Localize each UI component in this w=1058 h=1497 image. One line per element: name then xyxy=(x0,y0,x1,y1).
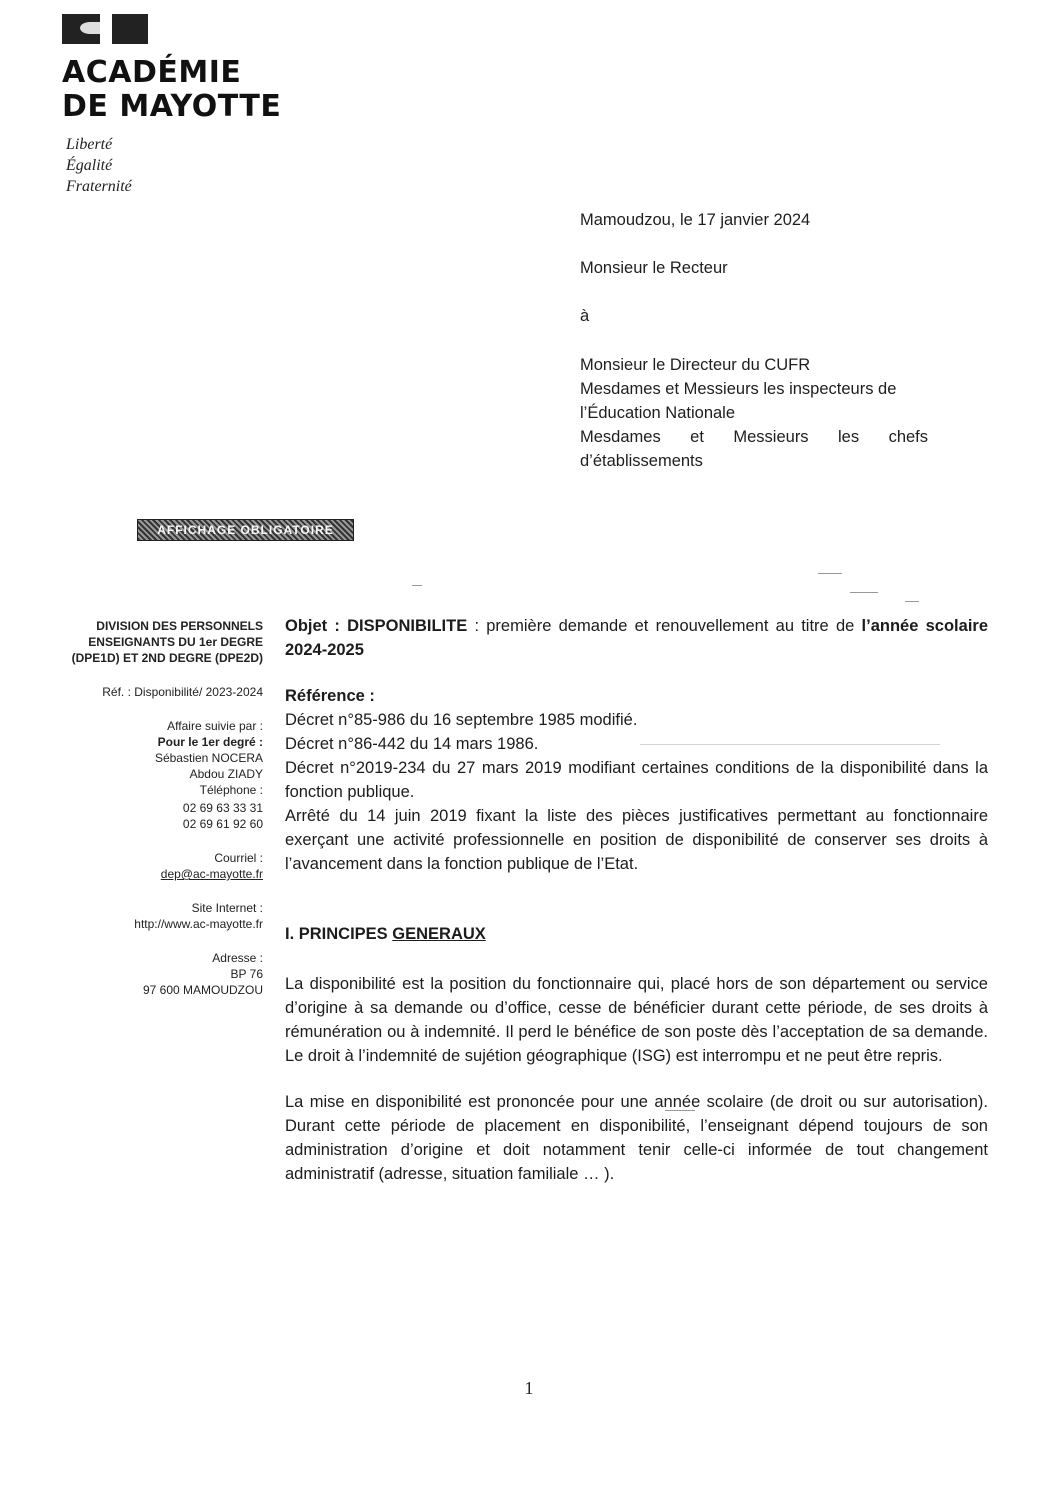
sidebar-contact xyxy=(50,618,263,998)
reference-item: Décret n°2019-234 du 27 mars 2019 modifiant certaines conditions de la disponibilité dans la fonction publique. xyxy=(285,759,988,801)
first-degree-label: Pour le 1er degré : xyxy=(157,735,263,749)
motto-egalite: Égalité xyxy=(66,157,113,174)
address-line: 97 600 MAMOUDZOU xyxy=(142,983,263,997)
address-line: BP 76 xyxy=(230,967,263,981)
reference-label: Référence : xyxy=(285,687,375,705)
phone-number: 02 69 63 33 31 xyxy=(182,801,263,815)
reference-item: Arrêté du 14 juin 2019 fixant la liste des pièces justificatives permettant au fonctionnaire exerçant une activité professionnelle en position de disponibilité de conserver ses droits à l’avancement dans la fonction publique de l’Etat. xyxy=(285,807,988,873)
division-title: DIVISION DES PERSONNELS ENSEIGNANTS DU 1er DEGRE (DPE1D) ET 2ND DEGRE (DPE2D) xyxy=(71,619,263,665)
object-line xyxy=(285,614,988,662)
contact-name: Abdou ZIADY xyxy=(189,767,263,781)
academy-name xyxy=(62,56,281,124)
followed-by-label: Affaire suivie par : xyxy=(167,719,263,733)
reference-code: Réf. : Disponibilité/ 2023-2024 xyxy=(102,685,263,699)
object-title: DISPONIBILITE xyxy=(347,617,468,635)
recipient-line: Mesdames et Messieurs les inspecteurs de xyxy=(580,380,897,398)
republic-motto xyxy=(66,134,132,197)
website-label: Site Internet : xyxy=(191,901,263,915)
place-date: Mamoudzou, le 17 janvier 2024 xyxy=(580,211,811,229)
recipient-line-justified xyxy=(580,425,928,449)
letter-body xyxy=(285,614,988,1186)
mandatory-posting-stamp xyxy=(137,519,354,541)
website-link[interactable]: http://www.ac-mayotte.fr xyxy=(134,917,263,931)
email-link[interactable]: dep@ac-mayotte.fr xyxy=(160,867,263,881)
academy-line-1: ACADÉMIE xyxy=(62,55,242,90)
page-number: 1 xyxy=(524,1378,534,1398)
phone-number: 02 69 61 92 60 xyxy=(182,817,263,831)
recipient-line: Monsieur le Directeur du CUFR xyxy=(580,356,811,374)
paragraph: La mise en disponibilité est prononcée pour une année scolaire (de droit ou sur autorisation). Durant cette période de placement en disponibilité, l’enseignant dépend toujours de son administration d’origine et doit notamment tenir celle-ci informée de tout changement administratif (adresse, situation familiale … ). xyxy=(285,1093,988,1183)
phone-label: Téléphone : xyxy=(199,783,263,797)
word: chefs xyxy=(888,428,928,446)
marianne-logo xyxy=(62,14,154,44)
recipient-block xyxy=(580,208,928,473)
address-label: Adresse : xyxy=(212,951,263,965)
email-label: Courriel : xyxy=(214,851,263,865)
reference-item: Décret n°86-442 du 14 mars 1986. xyxy=(285,735,539,753)
paragraph: La disponibilité est la position du fonctionnaire qui, placé hors de son département ou service d’origine à sa demande ou d’office, cesse de bénéficier durant cette période, de ses droits à rémunération ou à indemnité. Il perd le bénéfice de son poste dès l’acceptation de sa demande. Le droit à l’indemnité de sujétion géographique (ISG) est interrompu et ne peut être repris. xyxy=(285,975,988,1065)
contact-name: Sébastien NOCERA xyxy=(154,751,263,765)
academy-line-2: DE MAYOTTE xyxy=(62,89,282,124)
word: Mesdames xyxy=(580,428,661,446)
motto-fraternite: Fraternité xyxy=(66,178,132,195)
stamp-label: AFFICHAGE OBLIGATOIRE xyxy=(157,523,334,537)
marianne-icon xyxy=(62,14,154,44)
word: et xyxy=(690,428,704,446)
object-text: : première demande et renouvellement au titre de xyxy=(474,617,855,635)
motto-liberte: Liberté xyxy=(66,136,113,153)
recipient-line: d’établissements xyxy=(580,452,703,470)
object-bold-end: l’année scolaire 2024-2025 xyxy=(285,617,989,659)
sender: Monsieur le Recteur xyxy=(580,259,728,277)
object-label: Objet : xyxy=(285,617,340,635)
word: les xyxy=(838,428,860,446)
section-heading: I. PRINCIPES GENERAUX xyxy=(285,925,486,943)
word: Messieurs xyxy=(733,428,809,446)
reference-item: Décret n°85-986 du 16 septembre 1985 modifié. xyxy=(285,711,638,729)
to-word: à xyxy=(580,307,590,325)
recipient-line: l’Éducation Nationale xyxy=(580,404,736,422)
